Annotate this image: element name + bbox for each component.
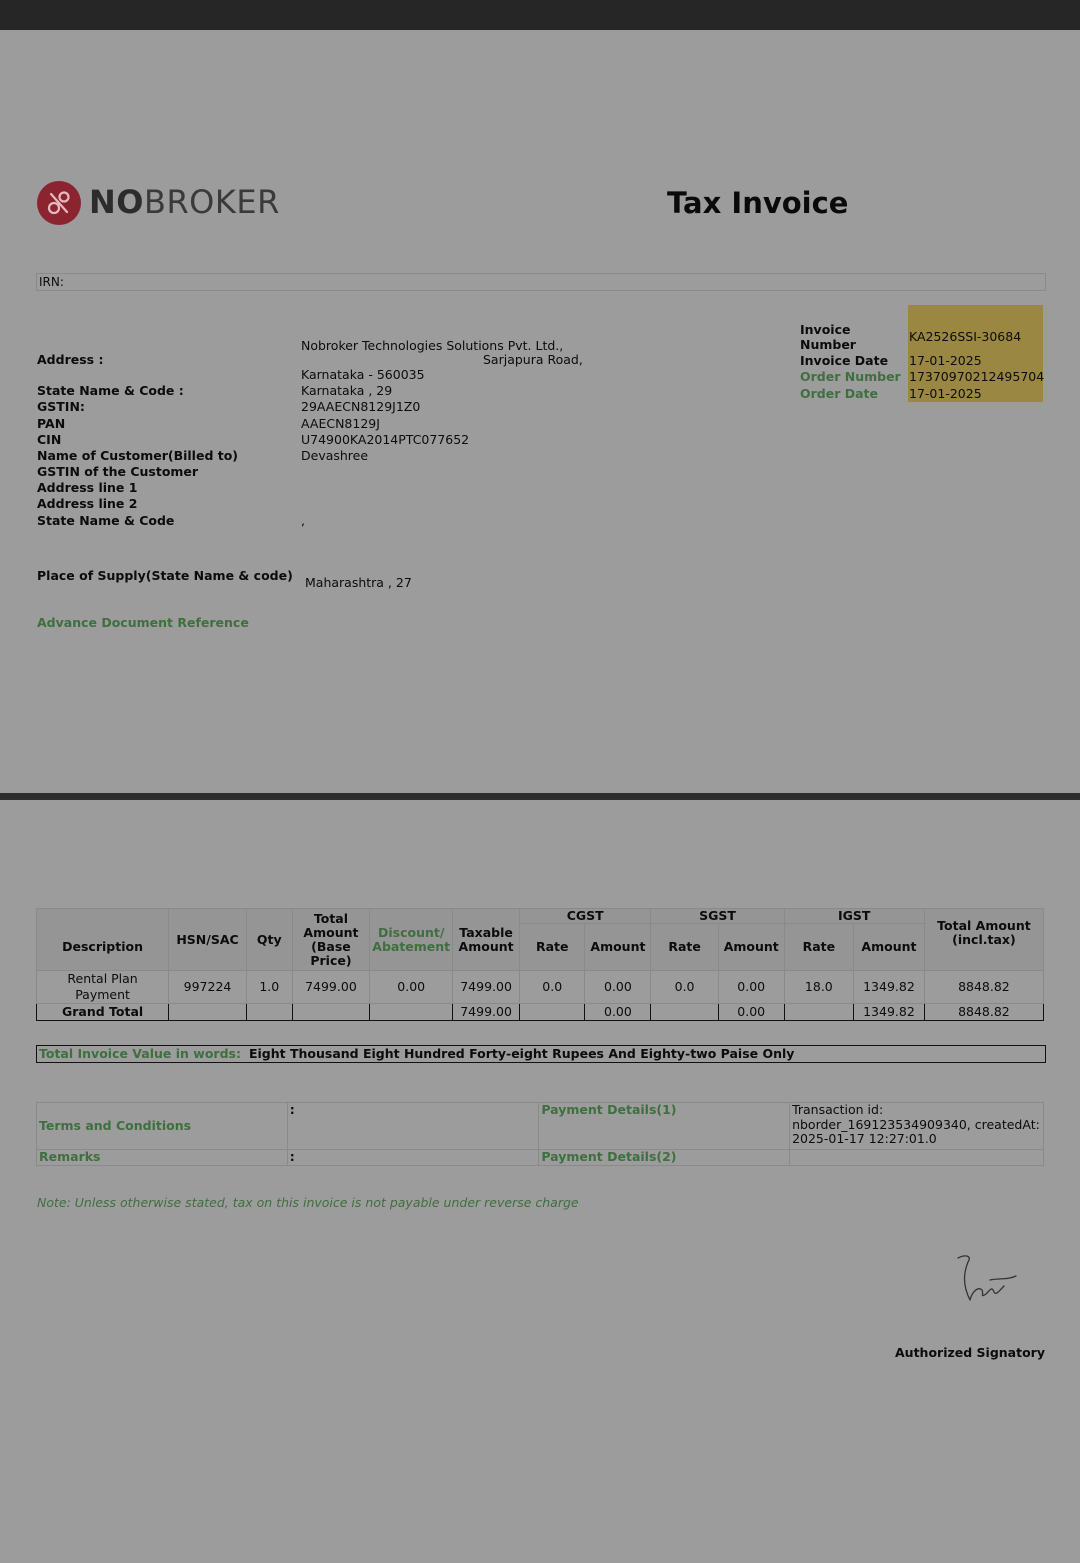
payment-transaction-label: Transaction id: <box>792 1102 884 1117</box>
page-divider <box>0 793 1080 800</box>
grand-empty-sgst-rate <box>651 1004 718 1021</box>
remarks-value: : <box>287 1150 539 1166</box>
cin-value: U74900KA2014PTC077652 <box>301 432 470 447</box>
col-header-cgst-rate: Rate <box>520 924 585 971</box>
col-header-taxable: Taxable Amount <box>453 909 520 971</box>
customer-name-value: Devashree <box>301 448 369 463</box>
cin-label: CIN <box>37 432 62 447</box>
col-header-discount: Discount/ Abatement <box>370 909 453 971</box>
advance-document-reference: Advance Document Reference <box>37 615 249 630</box>
place-of-supply-value: Maharashtra , 27 <box>305 575 412 590</box>
cell-discount: 0.00 <box>370 971 453 1004</box>
grand-total-incl-tax: 8848.82 <box>924 1004 1043 1021</box>
col-header-total-incl-tax: Total Amount (incl.tax) <box>924 909 1043 971</box>
invoice-page-2 <box>0 800 1080 1563</box>
terms-value: : <box>287 1103 539 1150</box>
col-header-igst-amount: Amount <box>854 924 925 971</box>
cell-sgst-rate: 0.0 <box>651 971 718 1004</box>
line-items-table <box>36 908 1044 1021</box>
col-header-igst: IGST <box>784 909 924 924</box>
grand-empty-total <box>292 1004 370 1021</box>
invoice-date-label: Invoice Date <box>800 353 889 368</box>
invoice-number-label-1: Invoice <box>800 322 851 337</box>
col-header-cgst-amount: Amount <box>585 924 651 971</box>
grand-empty-qty <box>246 1004 292 1021</box>
col-header-cgst: CGST <box>520 909 651 924</box>
col-header-sgst-rate: Rate <box>651 924 718 971</box>
order-number-value: 17370970212495704 <box>909 369 1045 384</box>
customer-gstin-label: GSTIN of the Customer <box>37 464 199 479</box>
grand-igst-amount: 1349.82 <box>854 1004 925 1021</box>
invoice-date-value: 17-01-2025 <box>909 353 982 368</box>
pan-value: AAECN8129J <box>301 416 380 431</box>
seller-address-line1: Nobroker Technologies Solutions Pvt. Ltd., <box>301 338 564 353</box>
invoice-page-1 <box>0 30 1080 793</box>
remarks-label: Remarks <box>37 1150 288 1166</box>
cell-total-amount: 7499.00 <box>292 971 370 1004</box>
col-header-sgst: SGST <box>651 909 784 924</box>
irn-label: IRN: <box>39 275 64 289</box>
authorized-signatory: Authorized Signatory <box>895 1345 1045 1360</box>
customer-address1-label: Address line 1 <box>37 480 138 495</box>
col-header-sgst-amount: Amount <box>718 924 784 971</box>
grand-empty-hsn <box>169 1004 247 1021</box>
invoice-number-label-2: Number <box>800 337 856 352</box>
seller-address-line3: Karnataka - 560035 <box>301 367 425 382</box>
col-header-hsn: HSN/SAC <box>169 909 247 971</box>
grand-cgst-amount: 0.00 <box>585 1004 651 1021</box>
state-value: Karnataka , 29 <box>301 383 393 398</box>
customer-name-label: Name of Customer(Billed to) <box>37 448 239 463</box>
order-number-label: Order Number <box>800 369 901 384</box>
total-in-words <box>36 1045 1046 1063</box>
cell-sgst-amount: 0.00 <box>718 971 784 1004</box>
order-date-label: Order Date <box>800 386 878 401</box>
table-row <box>37 971 1044 1004</box>
place-of-supply-label: Place of Supply(State Name & code) <box>37 568 293 583</box>
gstin-value: 29AAECN8129J1Z0 <box>301 399 421 414</box>
customer-state-label: State Name & Code <box>37 513 175 528</box>
cell-igst-rate: 18.0 <box>784 971 853 1004</box>
seller-address-line2: Sarjapura Road, <box>483 352 583 367</box>
terms-table <box>36 1102 1044 1166</box>
cell-cgst-rate: 0.0 <box>520 971 585 1004</box>
total-in-words-value: Eight Thousand Eight Hundred Forty-eight Rupees And Eighty-two Paise Only <box>248 1046 795 1061</box>
grand-sgst-amount: 0.00 <box>718 1004 784 1021</box>
grand-empty-cgst-rate <box>520 1004 585 1021</box>
cell-total-incl-tax: 8848.82 <box>924 971 1043 1004</box>
grand-empty-igst-rate <box>784 1004 853 1021</box>
nobroker-logo-text: NOBROKER <box>89 183 280 221</box>
grand-taxable: 7499.00 <box>453 1004 520 1021</box>
payment-details-1-value <box>790 1103 1044 1150</box>
cell-hsn: 997224 <box>169 971 247 1004</box>
customer-state-value: , <box>301 513 305 528</box>
col-header-igst-rate: Rate <box>784 924 853 971</box>
customer-address2-label: Address line 2 <box>37 496 138 511</box>
cell-description: Rental Plan Payment <box>37 971 169 1004</box>
cell-qty: 1.0 <box>246 971 292 1004</box>
payment-details-2-label: Payment Details(2) <box>539 1150 790 1166</box>
payment-transaction-id: nborder_169123534909340, createdAt: <box>792 1116 1040 1132</box>
total-in-words-label: Total Invoice Value in words: <box>39 1046 241 1061</box>
col-header-total-amount: Total Amount (Base Price) <box>292 909 370 971</box>
address-label: Address : <box>37 352 104 367</box>
cell-cgst-amount: 0.00 <box>585 971 651 1004</box>
payment-details-2-value <box>790 1150 1044 1166</box>
irn-field <box>36 273 1046 291</box>
payment-created-at: 2025-01-17 12:27:01.0 <box>792 1131 937 1146</box>
state-label: State Name & Code : <box>37 383 184 398</box>
signature-image <box>952 1250 1022 1314</box>
terms-label: Terms and Conditions <box>37 1103 288 1150</box>
viewer-top-bar <box>0 0 1080 30</box>
gstin-label: GSTIN: <box>37 399 85 414</box>
payment-details-1-label: Payment Details(1) <box>539 1103 790 1150</box>
grand-total-row <box>37 1004 1044 1021</box>
order-date-value: 17-01-2025 <box>909 386 982 401</box>
reverse-charge-note: Note: Unless otherwise stated, tax on this invoice is not payable under reverse charge <box>37 1195 579 1210</box>
invoice-number-value: KA2526SSI-30684 <box>909 329 1022 344</box>
cell-taxable: 7499.00 <box>453 971 520 1004</box>
pan-label: PAN <box>37 416 66 431</box>
grand-empty-discount <box>370 1004 453 1021</box>
col-header-description: Description <box>37 909 169 971</box>
grand-total-label: Grand Total <box>37 1004 169 1021</box>
nobroker-logo-icon <box>37 181 81 225</box>
col-header-qty: Qty <box>246 909 292 971</box>
cell-igst-amount: 1349.82 <box>854 971 925 1004</box>
page-title: Tax Invoice <box>667 186 849 220</box>
